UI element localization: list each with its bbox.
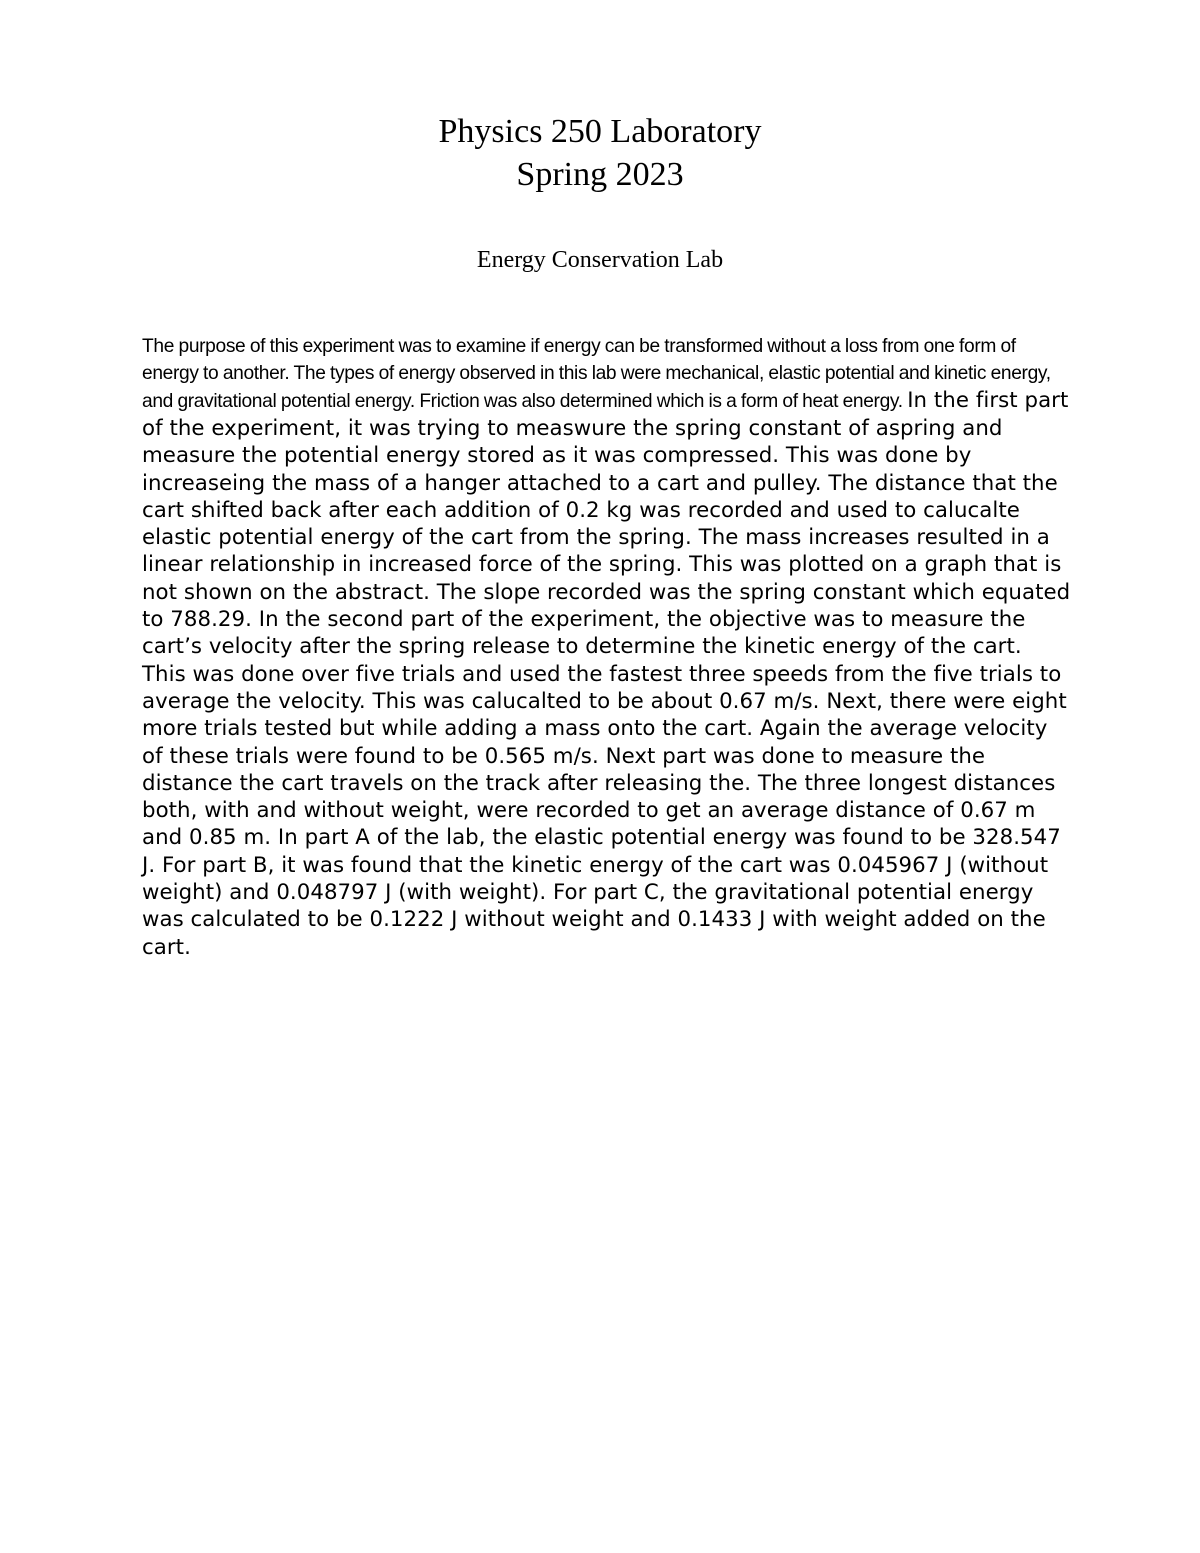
course-title: Physics 250 Laboratory <box>438 113 762 150</box>
abstract-paragraph <box>142 333 1072 961</box>
abstract-intro-text: The purpose of this experiment was to examine if energy can be transformed without a loss from one form of energy to another. The types of energy observed in this lab were mechanical, elastic potential and kinetic energy, and gravitational potential energy. Friction was also determined which is a form of heat energy. <box>142 336 1051 412</box>
abstract-main-text: In the first part of the experiment, it was trying to measwure the spring constant of aspring and measure the potential energy stored as it was compressed. This was done by increaseing the mass of a hanger attached to a cart and pulley. The distance that the cart shifted back after each addition of 0.2 kg was recorded and used to calucalte elastic potential energy of the cart from the spring. The mass increases resulted in a linear relationship in increased force of the spring. This was plotted on a graph that is not shown on the abstract. The slope recorded was the spring constant which equated to 788.29. In the second part of the experiment, the objective was to measure the cart’s velocity after the spring release to determine the kinetic energy of the cart. This was done over five trials and used the fastest three speeds from the five trials to average the velocity. This was calucalted to be about 0.67 m/s. Next, there were eight more trials tested but while adding a mass onto the cart. Again the average velocity of these trials were found to be 0.565 m/s. Next part was done to measure the distance the cart travels on the track after releasing the. The three longest distances both, with and without weight, were recorded to get an average distance of 0.67 m and 0.85 m. In part A of the lab, the elastic potential energy was found to be 328.547 J. For part B, it was found that the kinetic energy of the cart was 0.045967 J (without weight) and 0.048797 J (with weight). For part C, the gravitational potential energy was calculated to be 0.1222 J without weight and 0.1433 J with weight added on the cart. <box>142 388 1071 960</box>
lab-title: Energy Conservation Lab <box>476 247 724 273</box>
term-title: Spring 2023 <box>516 156 684 193</box>
